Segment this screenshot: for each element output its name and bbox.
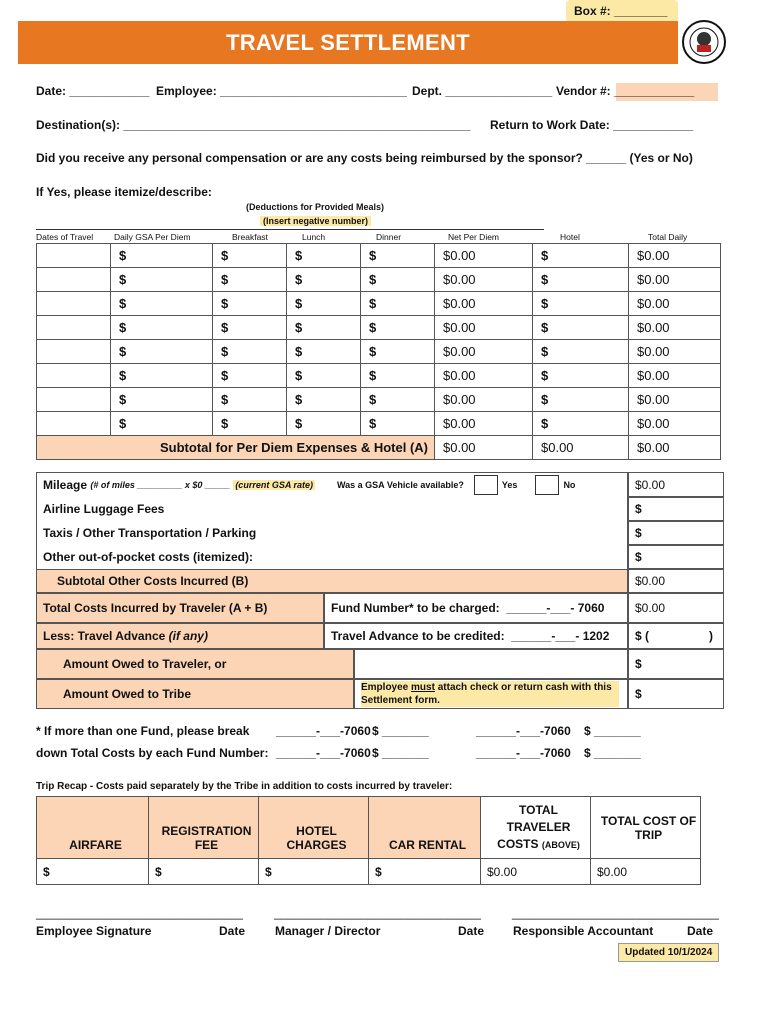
dinner-cell[interactable]: $: [361, 316, 435, 340]
dinner-cell[interactable]: $: [361, 388, 435, 412]
subtotal-hotel: $0.00: [533, 436, 629, 460]
hotel-cell[interactable]: $: [533, 292, 629, 316]
total-cell: $0.00: [629, 244, 721, 268]
recap-traveler-total: $0.00: [481, 859, 591, 885]
hotel-cell[interactable]: $: [533, 316, 629, 340]
subtotal-total: $0.00: [629, 436, 721, 460]
owed-traveler-amount[interactable]: $: [628, 649, 724, 679]
manager-signature-line[interactable]: _______________________________: [274, 906, 481, 920]
col-total: Total Daily: [648, 232, 688, 242]
attach-note-cell: [354, 679, 628, 709]
vendor-label: Vendor #: ____________: [556, 84, 695, 98]
recap-airfare: AIRFARE: [37, 797, 149, 859]
dinner-cell[interactable]: $: [361, 244, 435, 268]
net-cell: $0.00: [435, 244, 533, 268]
trip-recap-table: [36, 796, 701, 885]
net-cell: $0.00: [435, 340, 533, 364]
compensation-question[interactable]: Did you receive any personal compensation or are any costs being reimbursed by the sponsor? ______ (Yes or No): [36, 151, 693, 165]
attach-note: Employee must attach check or return cash with this Settlement form.: [361, 681, 619, 707]
other-costs-block: [36, 497, 628, 569]
travel-date-cell[interactable]: [37, 292, 111, 316]
col-dinner: Dinner: [376, 232, 402, 242]
fund-code-2[interactable]: ______-___-7060: [476, 724, 571, 738]
lunch-cell[interactable]: $: [287, 316, 361, 340]
owed-tribe-amount[interactable]: $: [628, 679, 724, 709]
per-diem-subtotal-label: Subtotal for Per Diem Expenses & Hotel (A): [37, 436, 435, 460]
fund-break-line2: down Total Costs by each Fund Number:: [36, 746, 269, 760]
manager-signature-label: Manager / Director: [275, 924, 381, 938]
manager-date-label: Date: [458, 924, 485, 938]
fund-code-1[interactable]: ______-___-7060: [276, 724, 371, 738]
recap-car: CAR RENTAL: [369, 797, 481, 859]
col-dates: Dates of Travel: [36, 232, 94, 242]
dinner-cell[interactable]: $: [361, 412, 435, 436]
recap-total-traveler: TOTAL TRAVELER COSTS (ABOVE): [481, 797, 591, 859]
fund-code-4[interactable]: ______-___-7060: [476, 746, 571, 760]
owed-traveler-label: Amount Owed to Traveler, or: [36, 649, 354, 679]
fund-amount-3[interactable]: $ _______: [372, 746, 429, 760]
gsa-cell[interactable]: $: [111, 388, 213, 412]
advance-open: $ (: [635, 629, 650, 643]
lunch-cell[interactable]: $: [287, 268, 361, 292]
net-cell: $0.00: [435, 412, 533, 436]
vendor-field[interactable]: [556, 84, 720, 101]
dinner-cell[interactable]: $: [361, 292, 435, 316]
dinner-cell[interactable]: $: [361, 340, 435, 364]
total-cell: $0.00: [629, 412, 721, 436]
total-cell: $0.00: [629, 364, 721, 388]
total-costs-value: $0.00: [628, 593, 724, 623]
lunch-cell[interactable]: $: [287, 244, 361, 268]
recap-header-row: [37, 797, 701, 859]
per-diem-row: [37, 364, 721, 388]
breakfast-cell[interactable]: $: [213, 412, 287, 436]
net-cell: $0.00: [435, 388, 533, 412]
breakfast-cell[interactable]: $: [213, 364, 287, 388]
subtotal-net: $0.00: [435, 436, 533, 460]
fund-amount-2[interactable]: $ _______: [584, 724, 641, 738]
travel-advance-label: [36, 623, 324, 649]
advance-close: ): [709, 629, 713, 643]
taxis-label: Taxis / Other Transportation / Parking: [43, 526, 257, 540]
employee-signature-line[interactable]: _______________________________: [36, 906, 243, 920]
per-diem-table: [36, 243, 721, 460]
breakfast-cell[interactable]: $: [213, 316, 287, 340]
fund-number-code: ______-___- 7060: [506, 601, 605, 615]
advance-credit-code: ______-___- 1202: [511, 629, 610, 643]
per-diem-row: [37, 412, 721, 436]
gsa-cell[interactable]: $: [111, 316, 213, 340]
breakfast-cell[interactable]: $: [213, 340, 287, 364]
mileage-detail: (# of miles _________ x $0 _____: [90, 480, 230, 490]
total-cell: $0.00: [629, 316, 721, 340]
mileage-label: Mileage: [43, 478, 88, 492]
recap-registration: REGISTRATION FEE: [149, 797, 259, 859]
deductions-note: (Deductions for Provided Meals): [246, 202, 385, 212]
advance-credit-label: Travel Advance to be credited:: [331, 629, 505, 643]
lunch-cell[interactable]: $: [287, 292, 361, 316]
gsa-vehicle-question: Was a GSA Vehicle available?: [337, 480, 464, 490]
per-diem-row: [37, 388, 721, 412]
negative-note: (Insert negative number): [260, 216, 371, 226]
travel-date-cell[interactable]: [37, 316, 111, 340]
per-diem-row: [37, 292, 721, 316]
travel-date-cell[interactable]: [37, 268, 111, 292]
accountant-signature-label: Responsible Accountant: [513, 924, 654, 938]
fund-code-3[interactable]: ______-___-7060: [276, 746, 371, 760]
col-breakfast: Breakfast: [232, 232, 268, 242]
lunch-cell[interactable]: $: [287, 388, 361, 412]
net-cell: $0.00: [435, 292, 533, 316]
hotel-cell[interactable]: $: [533, 244, 629, 268]
fund-number-label: Fund Number* to be charged:: [331, 601, 500, 615]
breakfast-cell[interactable]: $: [213, 388, 287, 412]
recap-total-trip: TOTAL COST OF TRIP: [591, 797, 701, 859]
gsa-cell[interactable]: $: [111, 244, 213, 268]
net-cell: $0.00: [435, 268, 533, 292]
gsa-no-label: No: [563, 480, 576, 490]
fund-amount-4[interactable]: $ _______: [584, 746, 641, 760]
fund-number-field[interactable]: [324, 593, 628, 623]
recap-hotel: HOTEL CHARGES: [259, 797, 369, 859]
itemize-label: If Yes, please itemize/describe:: [36, 185, 212, 199]
total-cell: $0.00: [629, 340, 721, 364]
taxis-amount[interactable]: $: [628, 521, 724, 545]
hotel-cell[interactable]: $: [533, 388, 629, 412]
recap-airfare-amount[interactable]: $: [37, 859, 149, 885]
col-net: Net Per Diem: [448, 232, 500, 242]
tribe-seal-logo: [681, 19, 727, 65]
mileage-row[interactable]: [36, 472, 628, 497]
per-diem-subtotal-row: [37, 436, 721, 460]
advance-amount[interactable]: [628, 623, 724, 649]
oop-label: Other out-of-pocket costs (itemized):: [43, 550, 254, 564]
gsa-rate-note: (current GSA rate): [235, 480, 313, 490]
destination-field[interactable]: Destination(s): ____________________________________________________: [36, 118, 471, 132]
total-cell: $0.00: [629, 268, 721, 292]
gsa-yes-label: Yes: [501, 480, 518, 490]
net-cell: $0.00: [435, 316, 533, 340]
per-diem-row: [37, 268, 721, 292]
net-cell: $0.00: [435, 364, 533, 388]
mileage-total: $0.00: [628, 472, 724, 497]
advance-credit-field[interactable]: [324, 623, 628, 649]
gsa-cell[interactable]: $: [111, 268, 213, 292]
gsa-cell[interactable]: $: [111, 292, 213, 316]
luggage-amount[interactable]: $: [628, 497, 724, 521]
oop-amount[interactable]: $: [628, 545, 724, 569]
lunch-cell[interactable]: $: [287, 364, 361, 388]
gsa-cell[interactable]: $: [111, 364, 213, 388]
employee-date-label: Date: [219, 924, 246, 938]
page-title: TRAVEL SETTLEMENT: [18, 21, 678, 64]
box-number-field[interactable]: Box #: ________: [566, 0, 678, 22]
owed-tribe-label: Amount Owed to Tribe: [36, 679, 354, 709]
per-diem-row: [37, 316, 721, 340]
hotel-cell[interactable]: $: [533, 412, 629, 436]
travel-date-cell[interactable]: [37, 340, 111, 364]
dinner-cell[interactable]: $: [361, 364, 435, 388]
recap-hotel-amount[interactable]: $: [259, 859, 369, 885]
total-cell: $0.00: [629, 388, 721, 412]
recap-title: Trip Recap - Costs paid separately by the Tribe in addition to costs incurred by traveler:: [36, 781, 453, 792]
col-gsa: Daily GSA Per Diem: [114, 232, 191, 242]
travel-date-cell[interactable]: [37, 364, 111, 388]
breakfast-cell[interactable]: $: [213, 292, 287, 316]
subtotal-b-label: Subtotal Other Costs Incurred (B): [36, 569, 628, 593]
recap-registration-amount[interactable]: $: [149, 859, 259, 885]
if-any-text: (if any): [168, 629, 208, 643]
less-advance-text: Less: Travel Advance: [43, 629, 166, 643]
recap-car-amount[interactable]: $: [369, 859, 481, 885]
dinner-cell[interactable]: $: [361, 268, 435, 292]
recap-trip-total: $0.00: [591, 859, 701, 885]
hotel-cell[interactable]: $: [533, 268, 629, 292]
travel-date-cell[interactable]: [37, 412, 111, 436]
subtotal-b-value: $0.00: [628, 569, 724, 593]
owed-traveler-blank: [354, 649, 628, 679]
lunch-cell[interactable]: $: [287, 412, 361, 436]
luggage-label: Airline Luggage Fees: [43, 502, 165, 516]
fund-amount-1[interactable]: $ _______: [372, 724, 429, 738]
travel-date-cell[interactable]: [37, 388, 111, 412]
date-field[interactable]: Date: ____________: [36, 84, 150, 98]
employee-signature-label: Employee Signature: [36, 924, 152, 938]
fund-break-line1: * If more than one Fund, please break: [36, 724, 250, 738]
travel-date-cell[interactable]: [37, 244, 111, 268]
gsa-cell[interactable]: $: [111, 412, 213, 436]
col-hotel: Hotel: [560, 232, 580, 242]
gsa-cell[interactable]: $: [111, 340, 213, 364]
gsa-no-checkbox[interactable]: [535, 475, 559, 495]
breakfast-cell[interactable]: $: [213, 244, 287, 268]
recap-value-row: [37, 859, 701, 885]
accountant-signature-line[interactable]: _______________________________: [512, 906, 719, 920]
col-lunch: Lunch: [302, 232, 326, 242]
return-date-field[interactable]: Return to Work Date: ____________: [490, 118, 694, 132]
employee-field[interactable]: Employee: ____________________________: [156, 84, 407, 98]
gsa-yes-checkbox[interactable]: [474, 475, 498, 495]
lunch-cell[interactable]: $: [287, 340, 361, 364]
total-cell: $0.00: [629, 292, 721, 316]
accountant-date-label: Date: [687, 924, 714, 938]
per-diem-row: [37, 244, 721, 268]
updated-badge: Updated 10/1/2024: [618, 943, 719, 962]
per-diem-row: [37, 340, 721, 364]
dept-field[interactable]: Dept. ________________: [412, 84, 553, 98]
hotel-cell[interactable]: $: [533, 364, 629, 388]
hotel-cell[interactable]: $: [533, 340, 629, 364]
total-costs-label: Total Costs Incurred by Traveler (A + B): [36, 593, 324, 623]
breakfast-cell[interactable]: $: [213, 268, 287, 292]
